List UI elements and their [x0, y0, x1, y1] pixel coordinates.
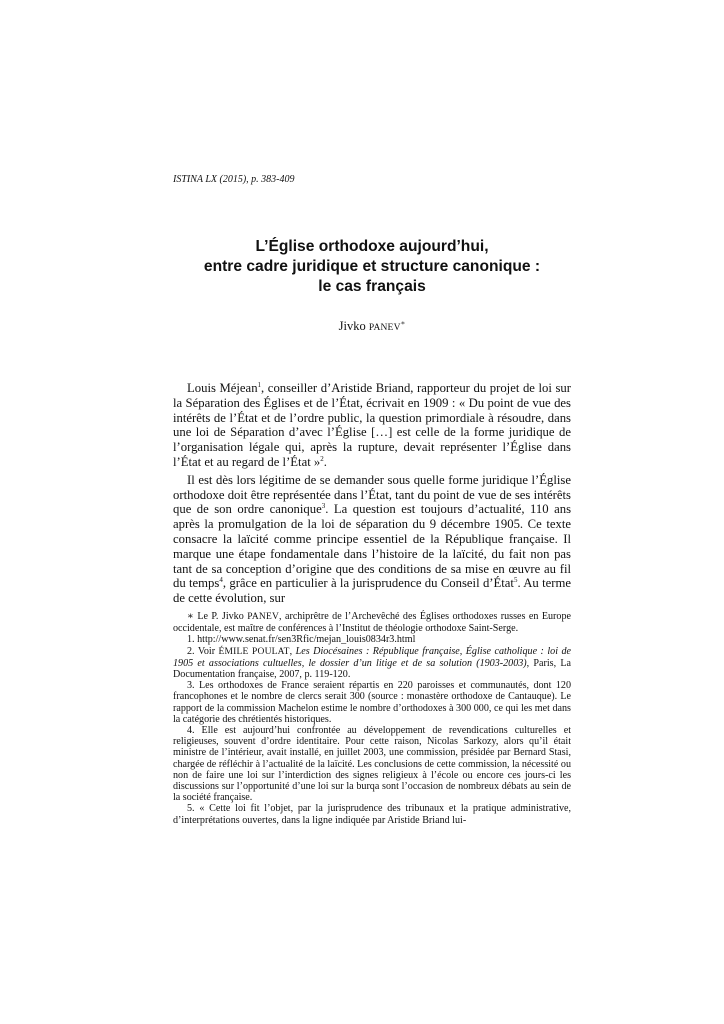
footnotes [173, 611, 571, 826]
paragraph-text: , grâce en particulier à la jurisprudence du Conseil d’État [222, 576, 514, 591]
footnote-star-mark: ∗ [187, 611, 194, 622]
footnote-author [173, 611, 571, 634]
paragraph-text: . Au terme de cette évolution, sur [173, 576, 571, 606]
footnote-ref-3: 3 [321, 502, 326, 511]
author-first-name: Jivko [338, 319, 366, 333]
footnote-2 [173, 646, 571, 681]
footnote-ref-4: 4 [219, 576, 223, 585]
footnote-text: 2. Voir [187, 645, 219, 657]
paragraph-text: . [323, 454, 327, 469]
article-title [173, 237, 571, 297]
footnote-ref-1: 1 [257, 380, 262, 389]
paragraph-text: , conseiller d’Aristide Briand, rapporteur du projet de loi sur la Séparation des Églises et de l’État, écrivait en 1909 : « Du point de vue des intérêts de l’État et de l’ordre public, la question primordiale à résoudre, dans une loi de Séparation d’avec l’Église […] est celle de la forme juridique de l’organisation légale qui, après la rupture, devait représenter l’Église dans l’État et au regard de l’État » [173, 381, 571, 469]
footnote-5: 5. « Cette loi fit l’objet, par la jurisprudence des tribunaux et la pratique administrative, d’interprétations ouvertes, dans la ligne indiquée par Aristide Briand lui- [173, 803, 571, 826]
footnote-text: , archiprêtre de l’Archevêché des Églises orthodoxes russes en Europe occidentale, est maître de conférences à l’Institut de théologie orthodoxe Saint-Serge. [173, 611, 571, 635]
paragraph-text: Louis Méjean [187, 381, 258, 395]
footnote-cited-author: ÉMILE POULAT [218, 646, 290, 657]
title-line-3: le cas français [318, 278, 426, 295]
footnote-ref-5: 5 [513, 576, 518, 585]
body-paragraph-1 [173, 381, 571, 470]
footnote-text: , Paris, La Documentation française, 2007, p. 119-120. [173, 657, 571, 681]
footnote-1: 1. http://www.senat.fr/sen3Rfic/mejan_louis0834r3.html [187, 634, 416, 646]
author-line [173, 319, 571, 334]
footnote-text: , [289, 645, 296, 657]
author-footnote-mark: ∗ [400, 318, 406, 327]
footnote-3: 3. Les orthodoxes de France seraient répartis en 220 paroisses et communautés, dont 120 francophones et le nombre de clercs serait 300 (source : monastère orthodoxe de Cantauque). Le rapport de la commission Machelon estime le nombre d’orthodoxes à 300 000, ce qui les met dans la catégorie des chrétientés historiques. [173, 680, 571, 725]
footnote-author-name: PANEV [247, 612, 280, 622]
footnote-4: 4. Elle est aujourd’hui confrontée au développement de revendications culturelles et religieuses, souvent d’ordre identitaire. Pour cette raison, Nicolas Sarkozy, alors qu’il était ministre de l’intérieur, avait installé, en juillet 2003, une commission, présidée par Bernard Stasi, chargée de réfléchir à l’actualité de la laïcité. Les conclusions de cette commission, la nécessité ou non de faire une loi sur l’interdiction des signes religieux à l’école ou encore ces jours-ci les discussions sur l’opportunité d’une loi sur la burqa sont l’occasion de nombreux débats au sein de la société française. [173, 725, 571, 804]
footnote-cited-title: Les Diocésaines : République française, Église catholique : loi de 1905 et associations cultuelles, le dossier d’un litige et de sa solution (1903-2003) [173, 645, 571, 669]
author-last-name: PANEV [368, 323, 401, 333]
title-line-1: L’Église orthodoxe aujourd’hui, [255, 238, 489, 255]
paragraph-text: Il est dès lors légitime de se demander sous quelle forme juridique l’Église orthodoxe doit être représentée dans l’État, tant du point de vue de ses intérêts que de son ordre canonique [173, 472, 571, 517]
body-paragraph-2 [173, 473, 571, 606]
footnote-ref-2: 2 [320, 454, 324, 463]
paragraph-text: . La question est toujours d’actualité, 110 ans après la promulgation de la loi de séparation du 9 décembre 1905. Ce texte consacre la laïcité comme principe essentiel de la République française. Il marque une étape fondamentale dans l’histoire de la laïcité, du fait non pas tant de sa conception d’origine que des conditions de sa mise en œuvre au fil du temps [173, 502, 572, 591]
title-line-2: entre cadre juridique et structure canonique : [203, 258, 541, 275]
running-head: ISTINA LX (2015), p. 383-409 [173, 174, 295, 185]
footnote-text: Le P. Jivko [193, 611, 248, 622]
body-text [173, 381, 571, 609]
